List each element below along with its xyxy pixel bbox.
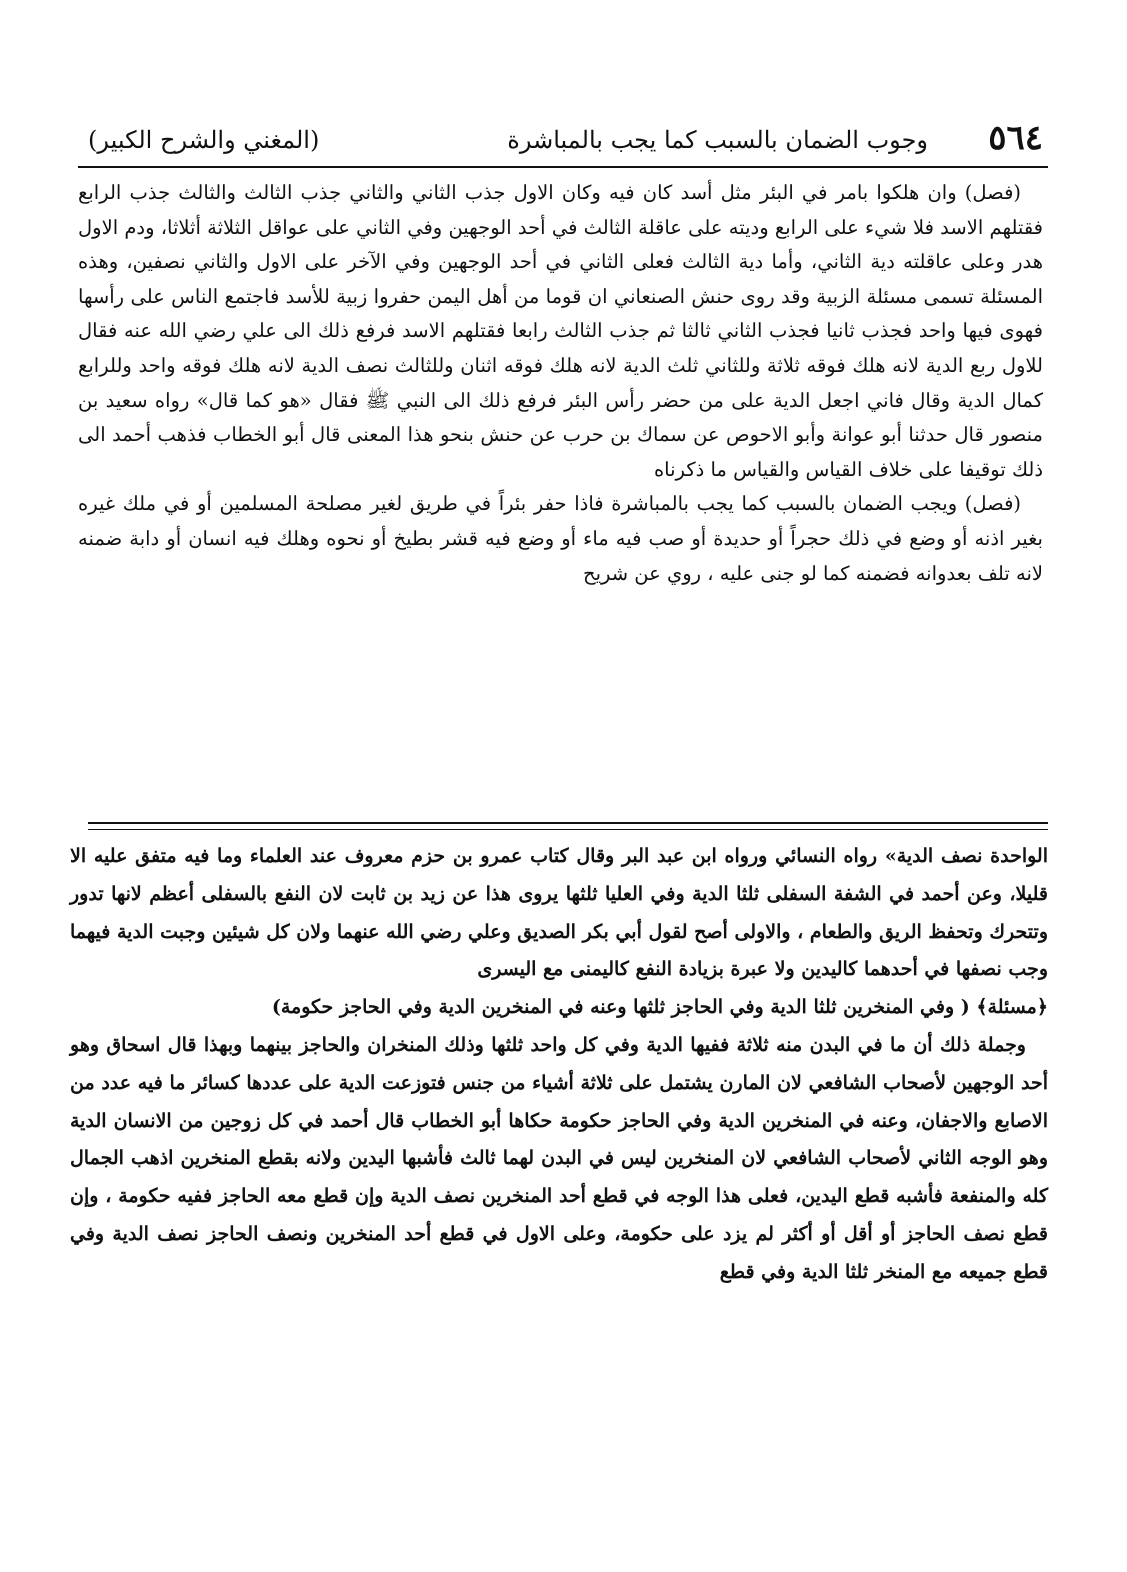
page-number: ٥٦٤ [988, 118, 1043, 158]
masala-heading [70, 989, 1048, 1027]
commentary-paragraph: الواحدة نصف الدية» رواه النسائي ورواه ابن عبد البر وقال كتاب عمرو بن حزم معروف عند العلماء وما فيه متفق عليه الا قليلا، وعن أحمد في الشفة السفلى ثلثا الدية وفي العليا ثلثها يروى هذا عن زيد بن ثابت لان النفع بالسفلى أعظم لانها تدور وتتحرك وتحفظ الريق والطعام ، والاولى أصح لقول أبي بكر الصديق وعلي رضي الله عنهما ولان كل شيئين وجبت الدية فيهما وجب نصفها في أحدهما كاليدين ولا عبرة بزيادة النفع كاليمنى مع اليسرى [70, 845, 1048, 981]
masala-text: ( وفي المنخرين ثلثا الدية وفي الحاجز ثلثها وعنه في المنخرين الدية وفي الحاجز حكومة) [271, 996, 970, 1019]
page-header [88, 118, 1043, 164]
running-title: وجوب الضمان بالسبب كما يجب بالمباشرة [507, 126, 928, 154]
section-separator [88, 822, 1048, 830]
book-title: (المغني والشرح الكبير) [88, 126, 320, 154]
main-paragraph: (فصل) ويجب الضمان بالسبب كما يجب بالمباشرة فاذا حفر بئراً في طريق لغير مصلحة المسلمين أو في ملك غيره بغير اذنه أو وضع في ذلك حجراً أو حديدة أو صب فيه ماء أو وضع فيه قشر بطيخ أو نحوه وهلك فيه انسان أو دابة ضمنه لانه تلف بعدوانه فضمنه كما لو جنى عليه ، روي عن شريح [78, 492, 1043, 585]
commentary-text [70, 838, 1048, 1292]
header-rule [78, 166, 1048, 168]
masala-label: ﴿مسئلة﴾ [976, 996, 1048, 1019]
commentary-paragraph: وجملة ذلك أن ما في البدن منه ثلاثة ففيها الدية وفي كل واحد ثلثها وذلك المنخران والحاجز بينهما وبهذا قال اسحاق وهو أحد الوجهين لأصحاب الشافعي لان المارن يشتمل على ثلاثة أشياء من جنس فتوزعت الدية على عددها كسائر ما فيه عدد من الاصابع والاجفان، وعنه في المنخرين الدية وفي الحاجز حكومة حكاها أبو الخطاب قال أحمد في كل زوجين من الانسان الدية وهو الوجه الثاني لأصحاب الشافعي لان المنخرين ليس في البدن لهما ثالث فأشبها اليدين ولانه بقطع المنخرين اذهب الجمال كله والمنفعة فأشبه قطع اليدين، فعلى هذا الوجه في قطع أحد المنخرين نصف الدية وإن قطع معه الحاجز ففيه حكومة ، وإن قطع نصف الحاجز أو أقل أو أكثر لم يزد على حكومة، وعلى الاول في قطع أحد المنخرين ونصف الحاجز نصف الدية وفي قطع جميعه مع المنخر ثلثا الدية وفي قطع [70, 1033, 1048, 1283]
main-paragraph: (فصل) وان هلكوا بامر في البئر مثل أسد كان فيه وكان الاول جذب الثاني والثاني جذب الثالث والثالث جذب الرابع فقتلهم الاسد فلا شيء على الرابع وديته على عاقلة الثالث في أحد الوجهين وفي الثاني على عواقل الثلاثة أثلاثا، ودم الاول هدر وعلى عاقلته دية الثاني، وأما دية الثالث فعلى الثاني في أحد الوجهين وفي الآخر على الاول والثاني نصفين، وهذه المسئلة تسمى مسئلة الزبية وقد روى حنش الصنعاني ان قوما من أهل اليمن حفروا زبية للأسد فاجتمع الناس على رأسها فهوى فيها واحد فجذب ثانيا فجذب الثاني ثالثا ثم جذب الثالث رابعا فقتلهم الاسد فرفع ذلك الى علي رضي الله عنه فقال للاول ربع الدية لانه هلك فوقه ثلاثة وللثاني ثلث الدية لانه هلك فوقه اثنان وللثالث نصف الدية لانه هلك فوقه واحد وللرابع كمال الدية وقال فاني اجعل الدية على من حضر رأس البئر فرفع ذلك الى النبي ﷺ فقال «هو كما قال» رواه سعيد بن منصور قال حدثنا أبو عوانة وأبو الاحوص عن سماك بن حرب عن حنش بنحو هذا المعنى قال أبو الخطاب فذهب أحمد الى ذلك توقيفا على خلاف القياس والقياس ما ذكرناه [78, 181, 1043, 481]
main-text [78, 176, 1043, 591]
